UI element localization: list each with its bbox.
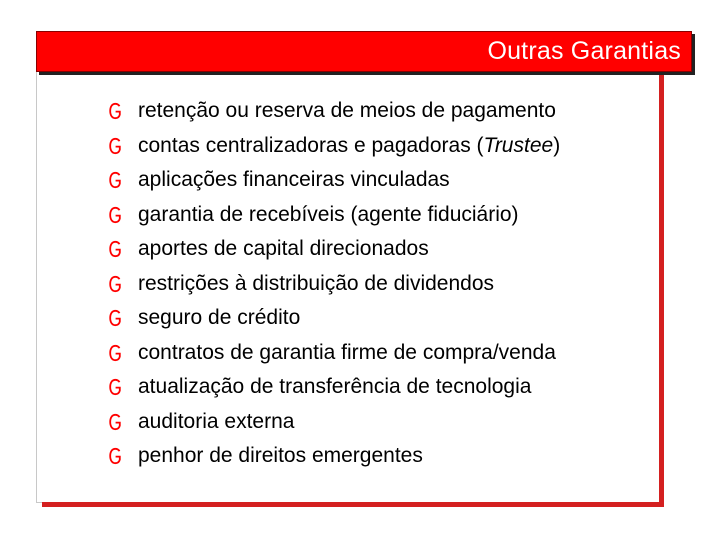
red-g-icon (108, 275, 122, 293)
red-g-icon (108, 206, 122, 224)
list-item-text: restrições à distribuição de dividendos (138, 271, 495, 295)
red-g-icon (108, 309, 122, 327)
list-item (108, 129, 560, 164)
red-g-icon (108, 171, 122, 189)
list-item-text: auditoria externa (138, 409, 295, 433)
list-item-text: seguro de crédito (138, 306, 301, 330)
red-g-icon (108, 102, 122, 120)
list-item-text: penhor de direitos emergentes (138, 444, 423, 468)
list-item-text: aportes de capital direcionados (138, 237, 429, 261)
list-item (108, 336, 560, 371)
list-item-text: garantia de recebíveis (agente fiduciário) (138, 202, 519, 226)
list-item (108, 163, 560, 198)
list-item (108, 405, 560, 440)
list-item (108, 198, 560, 233)
list-item (108, 370, 560, 405)
red-g-icon (108, 378, 122, 396)
bullet-list (108, 94, 560, 474)
red-g-icon (108, 344, 122, 362)
list-item (108, 94, 560, 129)
list-item (108, 232, 560, 267)
red-g-icon (108, 137, 122, 155)
red-g-icon (108, 240, 122, 258)
list-item-text: contas centralizadoras e pagadoras (Trustee) (138, 133, 561, 157)
slide-title: Outras Garantias (487, 37, 681, 65)
frame-shadow-bottom (42, 502, 664, 507)
title-bar (36, 31, 692, 72)
list-item (108, 301, 560, 336)
red-g-icon (108, 447, 122, 465)
list-item-text: aplicações financeiras vinculadas (138, 168, 450, 192)
list-item-text: atualização de transferência de tecnologia (138, 375, 532, 399)
frame-shadow-right (659, 36, 664, 506)
list-item-text: retenção ou reserva de meios de pagamento (138, 99, 556, 123)
list-item (108, 439, 560, 474)
red-g-icon (108, 413, 122, 431)
list-item (108, 267, 560, 302)
list-item-text: contratos de garantia firme de compra/venda (138, 340, 556, 364)
